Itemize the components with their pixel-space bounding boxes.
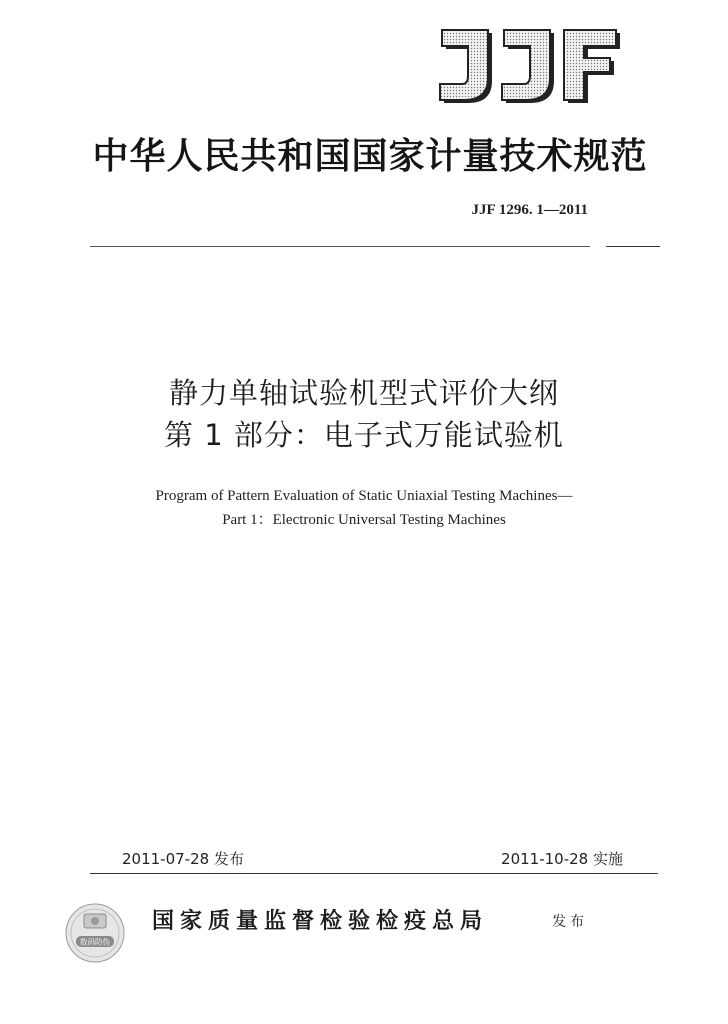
document-title-cn — [0, 372, 728, 456]
national-spec-title: 中华人民共和国国家计量技术规范 — [92, 135, 648, 177]
implement-date: 2011-10-28 实施 — [501, 850, 623, 868]
anti-counterfeit-seal — [64, 902, 126, 964]
publish-label: 发布 — [552, 914, 588, 930]
bottom-divider — [90, 873, 658, 874]
standard-code: JJF 1296. 1—2011 — [471, 202, 588, 218]
issue-date: 2011-07-28 发布 — [122, 850, 244, 868]
title-en-line1: Program of Pattern Evaluation of Static Uniaxial Testing Machines— — [155, 488, 573, 504]
title-cn-line1: 静力单轴试验机型式评价大纲 — [168, 376, 559, 410]
jjf-logo — [428, 26, 624, 106]
publisher-name: 国家质量监督检验检疫总局 — [152, 908, 489, 934]
logo-letter-j1 — [440, 30, 492, 103]
document-title-en — [0, 484, 728, 532]
logo-letter-j2 — [502, 30, 554, 103]
title-en-line2: Part 1：Electronic Universal Testing Machines — [222, 512, 506, 528]
seal-text: 数码防伪 — [80, 937, 110, 947]
seal-icon — [64, 902, 126, 964]
jjf-logo-mark — [428, 26, 624, 106]
top-divider-left — [90, 246, 590, 247]
top-divider-right — [606, 246, 660, 247]
logo-letter-f — [564, 30, 620, 103]
title-cn-line2: 第 1 部分：电子式万能试验机 — [164, 418, 564, 452]
